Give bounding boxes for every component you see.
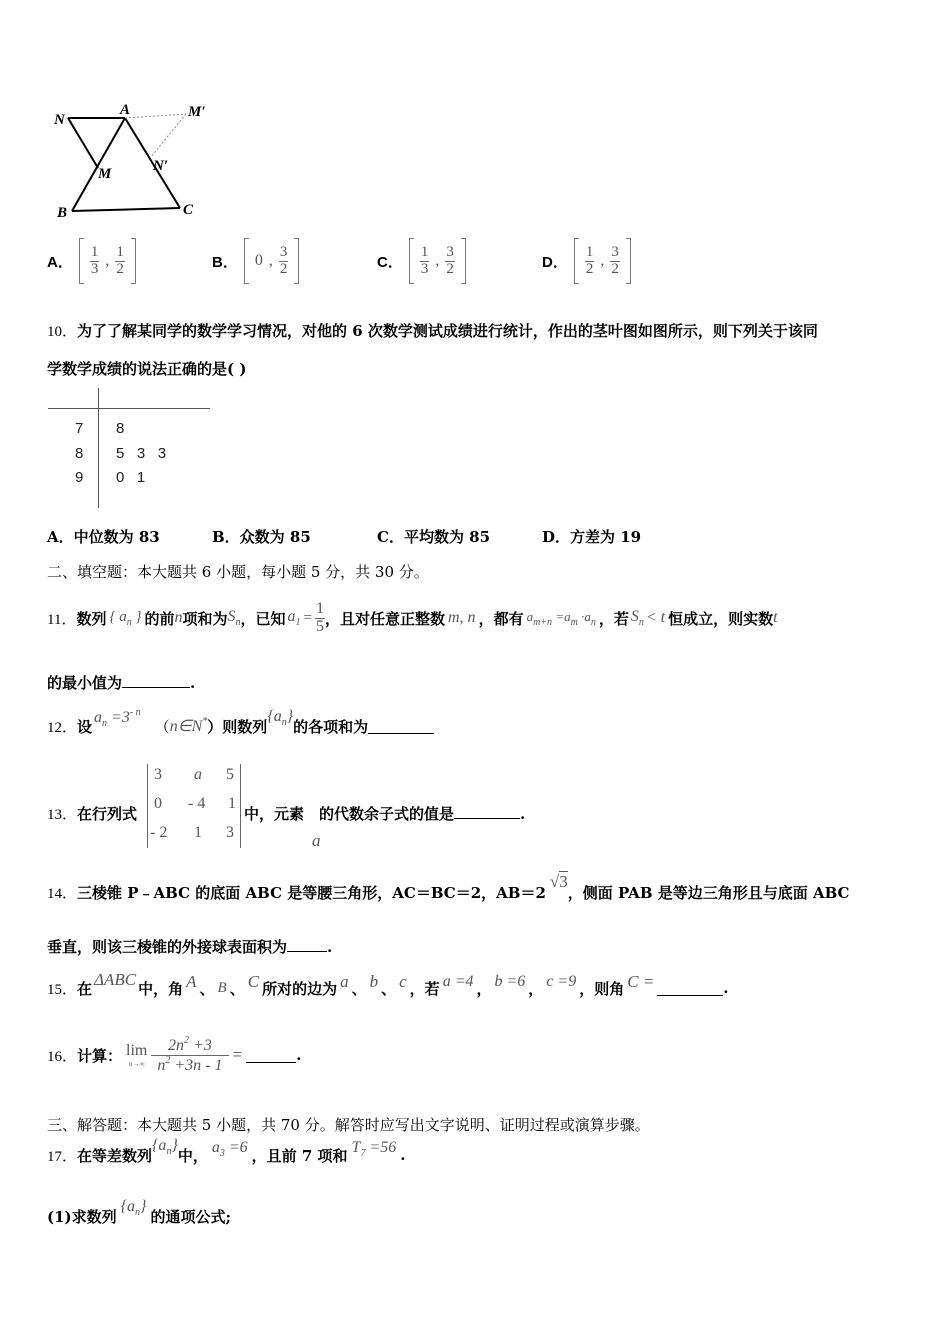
fraction [90, 245, 100, 278]
left-bracket [574, 238, 579, 284]
numerator: 3 [446, 243, 454, 260]
comma: , [435, 252, 440, 269]
q15-text: ，则角 [579, 979, 625, 998]
stem-row [75, 420, 83, 437]
a1-notation [288, 608, 301, 628]
section-3-text: 三、解答题：本大题共 5 小题，共 70 分。解答时应写出文字说明、证明过程或演算步骤。 [47, 1116, 650, 1134]
q11-text: 恒成立，则实数 [668, 609, 774, 628]
side-b: b [369, 972, 379, 991]
period: . [190, 674, 196, 692]
matrix-cell: 5 [226, 766, 234, 783]
question-number: 14． [47, 885, 78, 902]
vars-m-n: m, n [448, 609, 476, 626]
stem-row [75, 469, 83, 486]
q17-text: 中， [177, 1146, 208, 1165]
option-label: B． [212, 253, 238, 271]
seq-open: {a [267, 708, 282, 725]
side-a: a [340, 972, 349, 991]
value-a: a =4 [442, 973, 474, 990]
q17-part1-text: 的通项公式; [150, 1207, 231, 1226]
denominator: 2 [611, 260, 619, 277]
leaf-values: 5 3 3 [116, 445, 167, 462]
stem-leaf-vertical-rule [98, 388, 99, 508]
label-N: N [54, 112, 65, 128]
period: . [400, 1146, 406, 1164]
lim-subscript: n→∞ [128, 1060, 145, 1068]
question-number: 12． [47, 719, 78, 736]
matrix-cell: 0 [154, 795, 162, 812]
den-part: n [157, 1056, 166, 1074]
formula-subscript: n [590, 616, 596, 628]
label-M-prime: M′ [188, 104, 206, 120]
q16-text: 计算： [77, 1046, 123, 1065]
fraction [445, 245, 455, 278]
lim-text: lim [126, 1042, 148, 1059]
q12-text: 设 [77, 717, 93, 736]
separator: 、 [381, 979, 397, 998]
q11-text: 的前 [144, 609, 175, 628]
denominator: 5 [315, 617, 324, 635]
stem-leaf-plot [48, 388, 213, 510]
denominator: 2 [446, 260, 454, 277]
period: . [723, 979, 729, 997]
seq-close: } [131, 608, 142, 625]
equals-sign: = [303, 609, 312, 626]
matrix-cell: 1 [228, 795, 236, 812]
angle-C-answer: C = [627, 972, 655, 991]
right-bracket [626, 238, 631, 284]
label-C: C [183, 202, 194, 218]
label-B: B [57, 205, 68, 221]
numerator: 1 [315, 599, 324, 617]
q14-line2 [47, 936, 332, 957]
q17-text: 在等差数列 [77, 1146, 153, 1165]
question-number: 13． [47, 807, 78, 823]
value-b: b =6 [494, 973, 526, 990]
question-number: 17． [47, 1148, 78, 1165]
denominator: 3 [420, 260, 429, 277]
q15-text: 中，角 [138, 979, 184, 998]
angle-A: A [186, 972, 197, 991]
a1-subscript: 1 [295, 617, 301, 628]
comma: , [268, 252, 273, 269]
den-part: +3n - 1 [170, 1056, 223, 1074]
formula-exponent: - n [129, 707, 141, 718]
sum-notation [631, 608, 644, 628]
formula-part: a [94, 709, 103, 726]
option-text: B．众数为 85 [212, 528, 311, 546]
q9-option-a[interactable] [47, 236, 136, 286]
sqrt-value: 3 [559, 872, 568, 891]
option-label: D． [542, 253, 568, 271]
leaf-values: 8 [116, 420, 125, 437]
fraction [115, 245, 125, 278]
stem-leaf-horizontal-rule [48, 408, 210, 409]
q15-text: 在 [77, 979, 93, 998]
leaf-row [116, 469, 145, 486]
num-part: 2n [168, 1036, 185, 1054]
condition [170, 716, 208, 736]
q15-text: ，若 [409, 979, 440, 998]
limit-operator [126, 1042, 147, 1068]
limit-fraction [151, 1036, 228, 1075]
period: . [327, 938, 333, 956]
fraction [585, 245, 595, 278]
numerator: 1 [420, 243, 429, 260]
q10-option-b[interactable] [212, 526, 311, 547]
numerator: 1 [90, 243, 99, 260]
lower-bound: 0 [254, 252, 263, 269]
seq-close: } [171, 1137, 178, 1154]
sum-notation [228, 608, 241, 628]
q17-line [47, 1135, 405, 1175]
q12-line [47, 704, 434, 748]
stem-value: 8 [75, 445, 84, 462]
q10-option-d[interactable] [542, 526, 641, 547]
value-c: c =9 [546, 973, 577, 990]
formula-part: T [351, 1139, 361, 1156]
section-3-heading [47, 1114, 650, 1135]
determinant [147, 764, 241, 848]
numerator: 3 [611, 243, 619, 260]
var-t: t [773, 609, 778, 626]
formula-part: =56 [369, 1139, 397, 1156]
formula-subscript: n [102, 718, 108, 729]
a1-symbol: a [287, 608, 296, 625]
angle-B: B [217, 979, 227, 996]
q9-option-b[interactable] [212, 236, 299, 286]
angle-C: C [247, 972, 260, 991]
seq-open: {a [120, 1198, 136, 1215]
q11-text: ，若 [598, 609, 629, 628]
q10-text-1: 为了了解某同学的数学学习情况，对他的 6 次数学测试成绩进行统计，作出的茎叶图如图所示，则下列关于该同 [77, 322, 818, 340]
stem-row [75, 445, 83, 462]
q17-part1 [47, 1196, 231, 1236]
formula-part: =a [555, 608, 571, 624]
q11-text: 数列 [76, 609, 107, 628]
formula-an [94, 707, 141, 729]
formula-subscript: m+n [533, 616, 553, 628]
left-bracket [79, 238, 84, 284]
q10-option-a[interactable] [47, 526, 160, 547]
q11-text: ，已知 [240, 609, 286, 628]
q10-line1 [47, 320, 818, 341]
q9-option-c[interactable] [377, 236, 466, 286]
answer-blank[interactable] [246, 1048, 296, 1063]
sum-subscript: n [638, 617, 644, 628]
q11-text: 的最小值为 [47, 674, 123, 692]
denominator: 3 [90, 260, 99, 277]
fraction [610, 245, 620, 278]
separator: 、 [229, 979, 245, 998]
option-label: A． [47, 253, 73, 271]
comma: ， [528, 979, 544, 998]
paren-open: （ [154, 717, 170, 736]
separator: 、 [199, 979, 215, 998]
q13-line [47, 803, 137, 824]
seq-subscript: n [281, 717, 287, 728]
num-exponent: 2 [184, 1034, 190, 1046]
q11-text: 项和为 [182, 609, 228, 628]
seq-subscript: n [135, 1207, 141, 1218]
relation-formula [527, 609, 596, 628]
formula-subscript: 7 [360, 1148, 366, 1159]
fraction [420, 245, 430, 278]
question-number: 11． [47, 611, 77, 628]
answer-blank[interactable] [657, 981, 723, 996]
q13-line-rest [244, 803, 525, 824]
question-number: 15． [47, 981, 78, 998]
q13-text: 的代数余子式的值是 [319, 805, 455, 823]
formula-part: =3 [111, 709, 130, 726]
q13-text: 在行列式 [77, 805, 138, 823]
sum-subscript: n [235, 617, 241, 628]
denominator: 2 [279, 260, 288, 277]
q16-line [47, 1030, 301, 1080]
den-exponent: 2 [165, 1054, 171, 1066]
right-bracket [131, 238, 136, 284]
numerator: 1 [116, 243, 124, 260]
stem-value: 9 [75, 469, 84, 486]
matrix-cell: 1 [194, 824, 202, 841]
stem-value: 7 [75, 420, 84, 437]
var-n: n [174, 609, 183, 626]
condition-text: n∈N [169, 718, 203, 735]
q11-text: ，且对任意正整数 [324, 609, 445, 628]
option-text: C．平均数为 85 [377, 528, 491, 546]
matrix-cell: a [194, 766, 202, 783]
fraction [315, 601, 325, 636]
formula-subscript: m [570, 616, 578, 628]
q17-text: ，且前 7 项和 [251, 1146, 348, 1165]
seq-close: } [140, 1198, 147, 1215]
q10-option-c[interactable] [377, 526, 490, 547]
q11-line2 [47, 672, 195, 693]
triangle-notation: ΔABC [94, 970, 137, 989]
left-bracket [244, 238, 249, 284]
numerator [151, 1036, 228, 1056]
option-text: D．方差为 19 [542, 528, 642, 546]
matrix-cell: - 4 [188, 795, 206, 812]
equals-sign: = [232, 1045, 243, 1064]
inequality: < t [645, 609, 666, 626]
denominator: 2 [585, 260, 594, 277]
numerator: 3 [279, 243, 288, 260]
sequence-notation [109, 609, 141, 628]
sum-symbol: S [630, 608, 639, 625]
seq-subscript: n [166, 1146, 172, 1157]
geometry-figure [50, 100, 220, 225]
label-N-prime: N′ [153, 158, 169, 174]
num-part: +3 [189, 1036, 212, 1054]
period: . [520, 805, 526, 823]
element-a: a [312, 831, 321, 850]
q9-option-d[interactable] [542, 236, 631, 286]
question-number: 16． [47, 1048, 78, 1065]
q14-text: 三棱锥 P﹣ABC 的底面 ABC 是等腰三角形，AC＝BC＝2，AB＝2 [77, 883, 546, 902]
answer-blank[interactable] [454, 804, 520, 819]
matrix-cell: 3 [154, 766, 162, 783]
period: . [296, 1046, 302, 1064]
numerator: 1 [585, 243, 594, 260]
q10-line2 [47, 358, 246, 379]
comma: ， [476, 979, 492, 998]
q11-line1 [47, 588, 778, 648]
left-bracket [409, 238, 414, 284]
answer-blank[interactable] [368, 719, 434, 734]
denominator: 2 [116, 260, 124, 277]
seq-open: { a [109, 608, 127, 625]
label-A: A [120, 102, 131, 118]
q13-text: 中，元素 [244, 805, 305, 823]
q15-text: 所对的边为 [262, 979, 338, 998]
leaf-row [116, 445, 166, 462]
q14-line1 [47, 872, 849, 912]
section-2-text: 二、填空题：本大题共 6 小题，每小题 5 分，共 30 分。 [47, 563, 429, 581]
a3-formula [212, 1139, 248, 1159]
formula-subscript: 3 [219, 1148, 225, 1159]
section-2-heading [47, 561, 429, 582]
label-M: M [98, 166, 112, 182]
seq-subscript: n [126, 616, 132, 628]
triangle-diagram [50, 100, 220, 225]
comma: , [600, 252, 605, 269]
sequence-notation [152, 1137, 178, 1157]
q17-part1-text: (1)求数列 [47, 1207, 117, 1226]
q11-text: ，都有 [478, 609, 524, 628]
comma: , [105, 252, 110, 269]
q10-text-2: 学数学成绩的说法正确的是( ) [47, 360, 247, 378]
formula-part: ·a [581, 608, 591, 624]
sum-symbol: S [227, 608, 236, 625]
sequence-notation [121, 1198, 147, 1218]
right-bracket [294, 238, 299, 284]
q12-text: ）则数列 [207, 717, 268, 736]
q15-line [47, 966, 729, 1010]
matrix-cell: 3 [226, 824, 234, 841]
leaf-row [116, 420, 124, 437]
answer-blank[interactable] [287, 937, 327, 952]
formula-part: a [211, 1139, 220, 1156]
formula-part: =6 [228, 1139, 248, 1156]
condition-sup: * [202, 716, 208, 727]
formula-part: a [526, 608, 534, 624]
sequence-notation [267, 708, 293, 728]
separator: 、 [351, 979, 367, 998]
question-number: 10． [47, 324, 78, 340]
option-label: C． [377, 253, 403, 271]
T7-formula [352, 1139, 397, 1159]
answer-blank[interactable] [122, 673, 190, 688]
matrix-cell: - 2 [150, 824, 168, 841]
seq-open: {a [152, 1137, 167, 1154]
denominator [151, 1056, 228, 1075]
seq-close: } [286, 708, 294, 725]
q14-text: 垂直，则该三棱锥的外接球表面积为 [47, 938, 288, 956]
side-c: c [399, 972, 407, 991]
fraction [279, 245, 289, 278]
q12-text: 的各项和为 [293, 717, 369, 736]
leaf-values: 0 1 [116, 469, 146, 486]
q14-text: ，侧面 PAB 是等边三角形且与底面 ABC [567, 883, 850, 902]
sqrt-expression: √3 [549, 872, 568, 891]
option-text: A．中位数为 83 [47, 528, 160, 546]
right-bracket [461, 238, 466, 284]
